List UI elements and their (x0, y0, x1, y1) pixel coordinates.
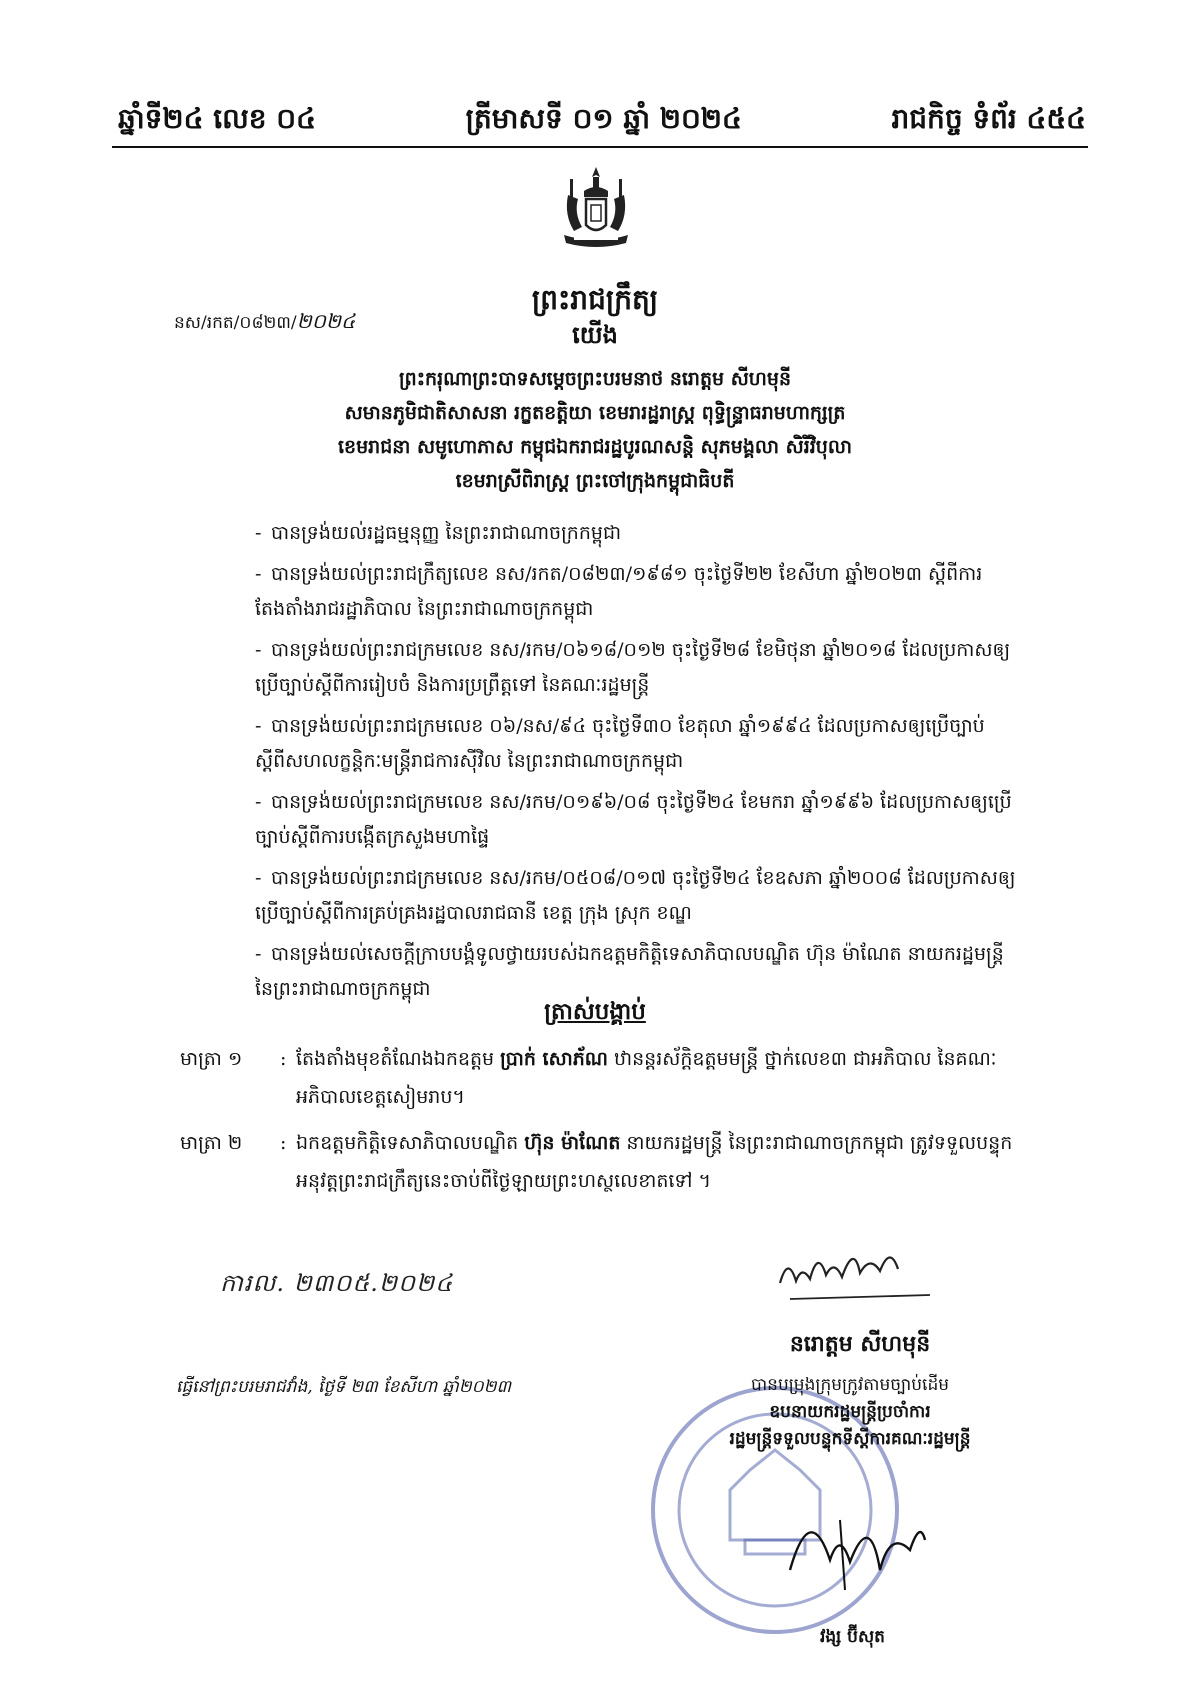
place-and-date: ធ្វើនៅព្រះបរមរាជវាំង, ថ្ងៃទី ២៣ ខែសីហា ឆ្នាំ២០២៣ (176, 1377, 512, 1397)
article-2 (180, 1124, 1025, 1200)
decree-number (174, 308, 355, 338)
king-titles (240, 362, 950, 498)
preamble-text: បានទ្រង់យល់ព្រះរាជក្រឹត្យលេខ នស/រកត/០៨២៣/១៩៨១ ចុះថ្ងៃទី២២ ខែសីហា ឆ្នាំ២០២៣ ស្តីពីការតែងតាំងរាជរដ្ឋាភិបាល នៃព្រះរាជាណាចក្រកម្ពុជា (255, 563, 983, 620)
preamble-item: - បានទ្រង់យល់ព្រះរាជក្រមលេខ នស/រកម/០៦១៨/០១២ ចុះថ្ងៃទី២៨ ខែមិថុនា ឆ្នាំ២០១៨ ដែលប្រកាសឲ្យប្រើច្បាប់ស្តីពីការរៀបចំ និងការប្រព្រឹត្តទៅ នៃគណៈរដ្ឋមន្ត្រី (255, 639, 1011, 696)
article-colon: : (280, 1132, 287, 1154)
preamble-text: បានទ្រង់យល់ព្រះរាជក្រមលេខ ០៦/នស/៩៤ ចុះថ្ងៃទី៣០ ខែតុលា ឆ្នាំ១៩៩៤ ដែលប្រកាសឲ្យប្រើច្បាប់ស្តីពីសហលក្ខន្តិកៈមន្ត្រីរាជការស៊ីវិល នៃព្រះរាជាណាចក្រកម្ពុជា (255, 715, 985, 772)
preamble-text: បានទ្រង់យល់ព្រះរាជក្រមលេខ នស/រកម/០៦១៨/០១២ ចុះថ្ងៃទី២៨ ខែមិថុនា ឆ្នាំ២០១៨ ដែលប្រកាសឲ្យប្រើច្បាប់ស្តីពីការរៀបចំ និងការប្រព្រឹត្តទៅ នៃគណៈរដ្ឋមន្ត្រី (255, 639, 1011, 696)
decide-heading: ត្រាស់បង្គាប់ (544, 998, 646, 1025)
article-text: នាយករដ្ឋមន្ត្រី នៃព្រះរាជាណាចក្រកម្ពុជា ត្រូវទទួលបន្ទុកអនុវត្តព្រះរាជក្រឹត្យនេះចាប់ពីថ្ងៃឡាយព្រះហស្ថលេខាតទៅ ។ (296, 1132, 1013, 1192)
articles (180, 1040, 1025, 1208)
certification-line: បានបម្រុងក្រុមក្រូវតាមច្បាប់ដើម (750, 1375, 950, 1395)
decree-number-handwritten: ២០២៤ (296, 309, 356, 333)
decree-title: ព្រះរាជក្រឹត្យ (531, 283, 659, 316)
article-label: មាត្រា ១ (180, 1048, 243, 1070)
preamble-item: - បានទ្រង់យល់ព្រះរាជក្រមលេខ នស/រកម/០១៩៦/០៨ ចុះថ្ងៃទី២៤ ខែមករា ឆ្នាំ១៩៩៦ ដែលប្រកាសឲ្យប្រើច្បាប់ស្តីពីការបង្កើតក្រសួងមហាផ្ទៃ (255, 791, 1012, 848)
king-title-line: ខេមរាស្រីពិរាស្ត្រ ព្រះចៅក្រុងកម្ពុជាធិបតី (455, 470, 735, 492)
article-body (296, 1124, 1025, 1200)
king-title-line: ព្រះករុណាព្រះបាទសម្តេចព្រះបរមនាថ នរោត្តម សីហមុនី (398, 368, 792, 390)
article-text: ឋានន្តរស័ក្តិឧត្តមមន្ត្រី ថ្នាក់លេខ៣ ជាអភិបាល នៃគណៈអភិបាលខេត្តសៀមរាប។ (296, 1048, 997, 1108)
preamble-list (255, 516, 1025, 1013)
header-divider (112, 146, 1088, 148)
appointee-name: ប្រាក់ សោភ័ណ (500, 1048, 608, 1070)
preamble-text: បានទ្រង់យល់សេចក្តីក្រាបបង្គំទូលថ្វាយរបស់ឯកឧត្តមកិត្តិទេសាភិបាលបណ្ឌិត ហ៊ុន ម៉ាណែត នាយករដ្ឋមន្ត្រី នៃព្រះរាជាណាចក្រកម្ពុជា (255, 943, 1004, 1000)
preamble-item: - បានទ្រង់យល់ព្រះរាជក្រមលេខ ០៦/នស/៩៤ ចុះថ្ងៃទី៣០ ខែតុលា ឆ្នាំ១៩៩៤ ដែលប្រកាសឲ្យប្រើច្បាប់ស្តីពីសហលក្ខន្តិកៈមន្ត្រីរាជការស៊ីវិល នៃព្រះរាជាណាចក្រកម្ពុជា (255, 715, 985, 772)
article-text: ឯកឧត្តមកិត្តិទេសាភិបាលបណ្ឌិត (296, 1132, 525, 1154)
king-title-line: សមានភូមិជាតិសាសនា រក្ខតខត្តិយា ខេមរារដ្ឋរាស្ត្រ ពុទ្ធិន្ទ្រាធរាមហាក្សត្រ (344, 402, 846, 424)
minister-signature (770, 1490, 940, 1600)
king-title-line: ខេមរាជនា សមូហោភាស កម្ពុជឯករាជរដ្ឋបូរណសន្តិ សុភមង្គលា សិរីវិបុលា (338, 436, 852, 458)
article-colon: : (280, 1048, 287, 1070)
gazette-header (118, 92, 1086, 142)
decree-number-prefix: នស/រកត/០៨២៣/ (174, 313, 297, 333)
certification-line: ឧបនាយករដ្ឋមន្ត្រីប្រចាំការ (769, 1402, 931, 1422)
gazette-volume: ឆ្នាំទី២៤ លេខ ០៤ (118, 102, 316, 135)
royal-coat-of-arms-icon (560, 165, 632, 253)
preamble-text: បានទ្រង់យល់ព្រះរាជក្រមលេខ នស/រកម/០៥០៨/០១៧ ចុះថ្ងៃទី២៤ ខែឧសភា ឆ្នាំ២០០៨ ដែលប្រកាសឲ្យប្រើច្បាប់ស្តីពីការគ្រប់គ្រងរដ្ឋបាលរាជធានី ខេត្ត ក្រុង ស្រុក ខណ្ឌ (255, 867, 1016, 924)
certification-line: រដ្ឋមន្ត្រីទទួលបន្ទុកទីស្ដីការគណៈរដ្ឋមន្ត្រី (729, 1429, 971, 1449)
handwritten-date: ការល. ២៣០៥.២០២៤ (220, 1269, 454, 1297)
preamble-item: - បានទ្រង់យល់រដ្ឋធម្មនុញ្ញ នៃព្រះរាជាណាចក្រកម្ពុជា (255, 522, 622, 544)
gazette-page-number: រាជកិច្ច ទំព័រ ៤៥៤ (891, 102, 1086, 135)
decree-we: យើង (572, 320, 618, 349)
king-name: នរោត្តម សីហមុនី (789, 1331, 931, 1357)
preamble-item: - បានទ្រង់យល់សេចក្តីក្រាបបង្គំទូលថ្វាយរបស់ឯកឧត្តមកិត្តិទេសាភិបាលបណ្ឌិត ហ៊ុន ម៉ាណែត នាយករដ្ឋមន្ត្រី នៃព្រះរាជាណាចក្រកម្ពុជា (255, 943, 1004, 1000)
article-1 (180, 1040, 1025, 1116)
preamble-text: បានទ្រង់យល់ព្រះរាជក្រមលេខ នស/រកម/០១៩៦/០៨ ចុះថ្ងៃទី២៤ ខែមករា ឆ្នាំ១៩៩៦ ដែលប្រកាសឲ្យប្រើច្បាប់ស្តីពីការបង្កើតក្រសួងមហាផ្ទៃ (255, 791, 1012, 848)
gazette-period: ត្រីមាសទី ០១ ឆ្នាំ ២០២៤ (465, 102, 742, 135)
preamble-text: បានទ្រង់យល់រដ្ឋធម្មនុញ្ញ នៃព្រះរាជាណាចក្រកម្ពុជា (271, 522, 622, 544)
article-text: តែងតាំងមុខតំណែងឯកឧត្តម (296, 1048, 501, 1070)
minister-name: វង្ស ប៊ីសុត (820, 1627, 885, 1647)
prime-minister-name: ហ៊ុន ម៉ាណែត (524, 1132, 621, 1154)
certification-block (660, 1372, 1040, 1453)
article-body (296, 1040, 1025, 1116)
preamble-item: - បានទ្រង់យល់ព្រះរាជក្រឹត្យលេខ នស/រកត/០៨២៣/១៩៨១ ចុះថ្ងៃទី២២ ខែសីហា ឆ្នាំ២០២៣ ស្តីពីការតែងតាំងរាជរដ្ឋាភិបាល នៃព្រះរាជាណាចក្រកម្ពុជា (255, 563, 983, 620)
preamble-item: - បានទ្រង់យល់ព្រះរាជក្រមលេខ នស/រកម/០៥០៨/០១៧ ចុះថ្ងៃទី២៤ ខែឧសភា ឆ្នាំ២០០៨ ដែលប្រកាសឲ្យប្រើច្បាប់ស្តីពីការគ្រប់គ្រងរដ្ឋបាលរាជធានី ខេត្ត ក្រុង ស្រុក ខណ្ឌ (255, 867, 1016, 924)
article-label: មាត្រា ២ (180, 1132, 243, 1154)
king-signature (770, 1235, 940, 1305)
